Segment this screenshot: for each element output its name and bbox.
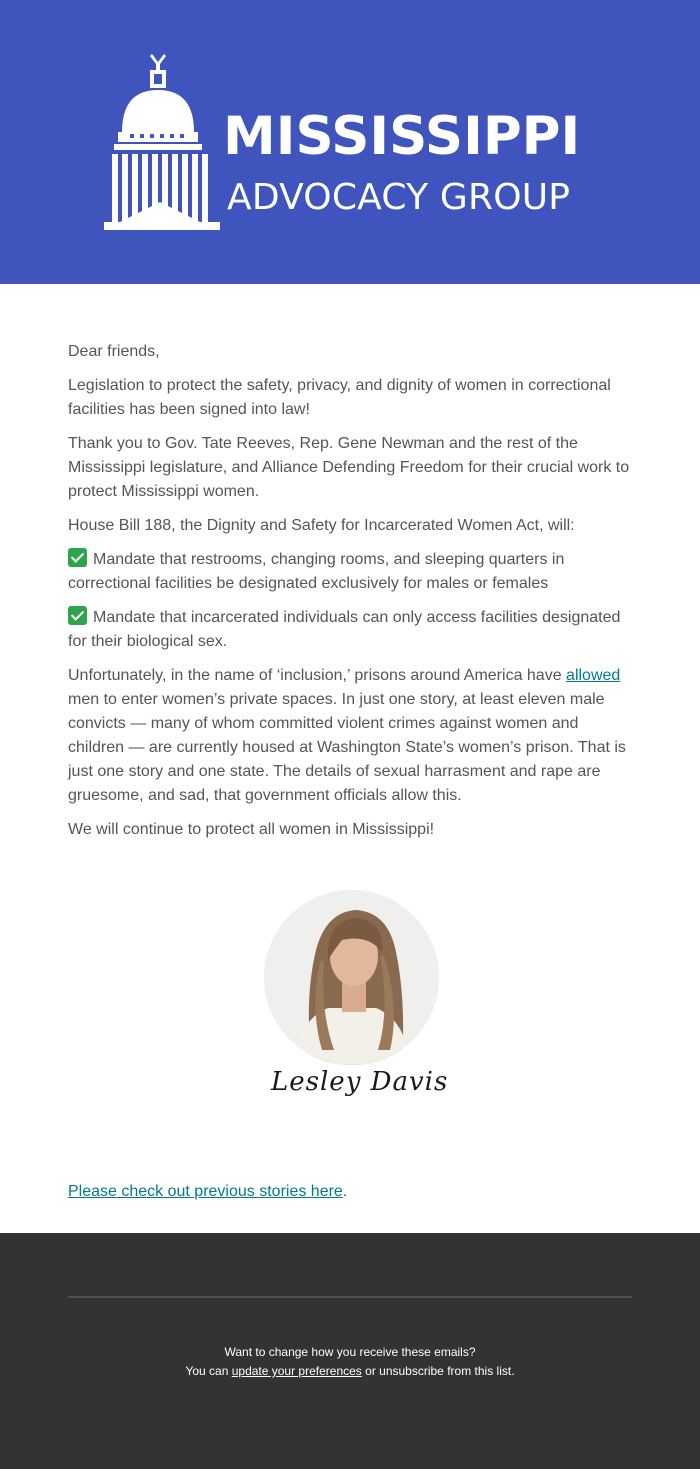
bullet-item	[68, 606, 632, 654]
capitol-building-icon	[100, 52, 220, 234]
paragraph-bill-intro: House Bill 188, the Dignity and Safety for Incarcerated Women Act, will:	[68, 517, 575, 534]
footer-line-1: Want to change how you receive these emails?	[224, 1345, 476, 1359]
logo-title: MISSISSIPPI	[223, 106, 581, 167]
paragraph-law-signed: Legislation to protect the safety, privacy, and dignity of women in correctional facilities has been signed into law!	[68, 377, 611, 418]
footer-text-prefix: You can	[185, 1364, 232, 1378]
bullet-item	[68, 548, 632, 596]
paragraph-text: men to enter women’s private spaces. In just one story, at least eleven male convicts — many of whom committed violent crimes against women and children — are currently housed at Washington State’s women’s prison. That is just one story and one state. The details of sexual harrasment and rape are gruesome, and sad, that government officials allow this.	[68, 691, 626, 804]
paragraph-closing: We will continue to protect all women in Mississippi!	[68, 821, 435, 838]
paragraph-thanks: Thank you to Gov. Tate Reeves, Rep. Gene Newman and the rest of the Mississippi legislature, and Alliance Defending Freedom for their crucial work to protect Mississippi women.	[68, 435, 630, 500]
bullet-text: Mandate that restrooms, changing rooms, and sleeping quarters in correctional facilities be designated exclusively for males or females	[68, 551, 565, 592]
check-mark-icon	[68, 548, 87, 567]
email-footer	[0, 1233, 700, 1469]
footer-line-2	[0, 1362, 700, 1381]
mississippi-advocacy-group-logo	[100, 52, 600, 234]
greeting: Dear friends,	[68, 343, 160, 360]
previous-stories-link[interactable]: Please check out previous stories here	[68, 1183, 343, 1200]
paragraph-text: Unfortunately, in the name of ‘inclusion,’ prisons around America have	[68, 667, 567, 684]
update-preferences-link[interactable]: update your preferences	[231, 1364, 362, 1378]
logo-subtitle: ADVOCACY GROUP	[227, 177, 571, 218]
signature: Lesley Davis	[271, 1067, 449, 1097]
bullet-text: Mandate that incarcerated individuals can only access facilities designated for their biological sex.	[68, 609, 621, 650]
avatar	[264, 890, 439, 1065]
signature-block	[68, 890, 632, 1180]
footer-text	[0, 1343, 700, 1381]
email-header	[0, 0, 700, 284]
check-mark-icon	[68, 606, 87, 625]
footer-text-suffix: or unsubscribe from this list.	[361, 1364, 515, 1378]
email-body	[0, 284, 700, 1204]
paragraph-inclusion	[68, 664, 632, 808]
divider	[68, 1296, 632, 1298]
previous-stories-line	[68, 1180, 632, 1204]
portrait-image	[264, 890, 439, 1065]
allowed-link[interactable]: allowed	[566, 667, 621, 684]
period: .	[342, 1183, 348, 1200]
